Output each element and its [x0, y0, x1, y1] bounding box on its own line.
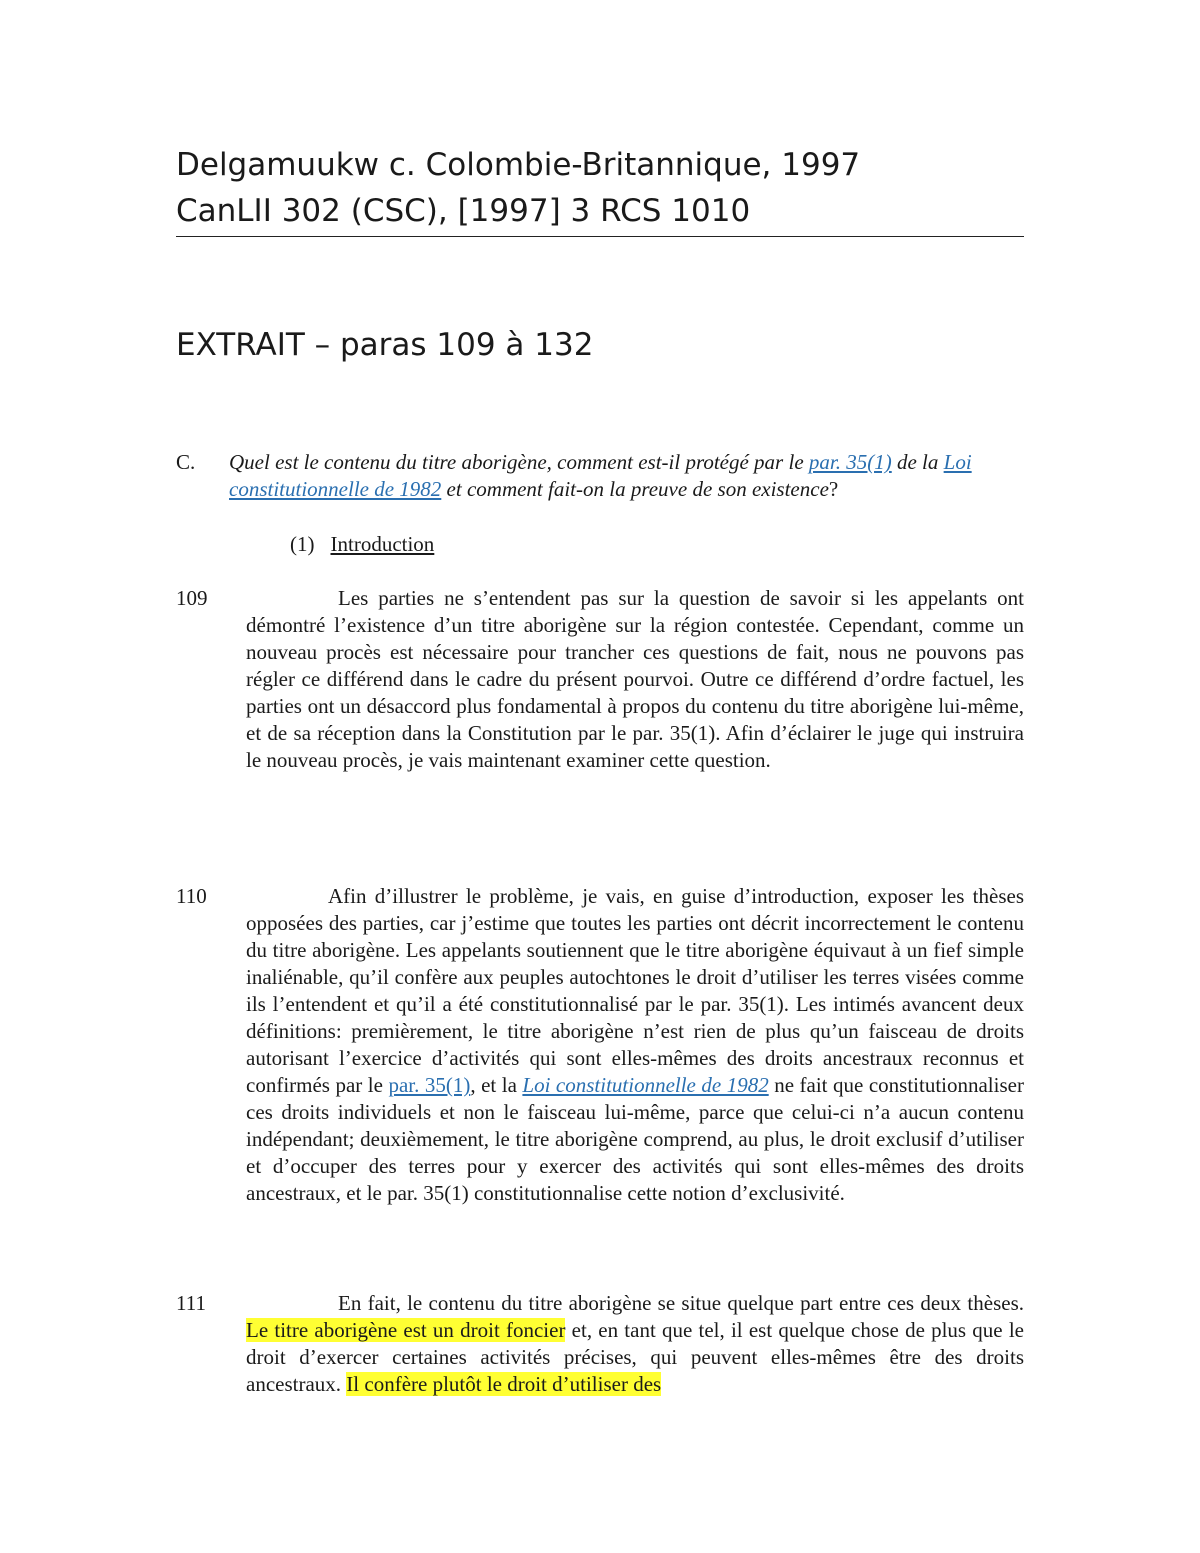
document-title	[176, 142, 1024, 237]
paragraph-text-1: Afin d’illustrer le problème, je vais, en guise d’introduction, exposer les thèses opposées des parties, car j’estime que toutes les parties ont décrit incorrectement le contenu du titre aborigène. Les appelants soutiennent que le titre aborigène équivaut à un fief simple inaliénable, qu’il confère aux peuples autochtones le droit d’utiliser les terres visées comme ils l’entendent et qu’il a été constitutionnalisé par le par. 35(1). Les intimés avancent deux définitions: premièrement, le titre aborigène n’est rien de plus qu’un faisceau de droits autorisant l’exercice d’activités qui sont elles-mêmes des droits ancestraux reconnus et confirmés par le	[246, 884, 1024, 1097]
par-35-1-link[interactable]: par. 35(1)	[388, 1073, 471, 1097]
par-35-1-link[interactable]: par. 35(1)	[808, 450, 892, 474]
title-line-1: Delgamuukw c. Colombie-Britannique, 1997	[176, 147, 861, 183]
section-c-heading	[176, 449, 1024, 503]
highlighted-text-2: Il confère plutôt le droit d’utiliser des	[346, 1372, 662, 1396]
paragraph-number: 109	[176, 586, 208, 610]
paragraph-body	[246, 1290, 1024, 1398]
highlighted-text-1: Le titre aborigène est un droit foncier	[246, 1318, 566, 1342]
paragraph-body	[246, 585, 1024, 774]
paragraph-body	[246, 883, 1024, 1207]
paragraph-110	[176, 883, 1024, 1207]
paragraph-number: 111	[176, 1291, 206, 1315]
paragraph-text-2: et, en tant que tel, il est quelque chose de plus que le droit d’exercer certaines activités précises, qui peuvent elles-mêmes être des droits ancestraux.	[246, 1318, 1024, 1396]
question-text-1: Quel est le contenu du titre aborigène, comment est-il protégé par le	[229, 450, 809, 474]
intro-label: Introduction	[330, 532, 435, 556]
paragraph-text-1: En fait, le contenu du titre aborigène se situe quelque part entre ces deux thèses.	[338, 1291, 1024, 1315]
section-letter: C.	[176, 450, 196, 474]
loi-constitutionnelle-link[interactable]: Loi constitutionnelle de 1982	[229, 450, 972, 501]
paragraph-109	[176, 585, 1024, 774]
paragraph-number: 110	[176, 884, 207, 908]
paragraph-text-3: ne fait que constitutionnaliser ces droits individuels et non le faisceau lui-même, parce que celui-ci n’a aucun contenu indépendant; deuxièmement, le titre aborigène comprend, au plus, le droit exclusif d’utiliser et d’occuper des terres pour y exercer des activités qui sont elles-mêmes des droits ancestraux, et le par. 35(1) constitutionnalise cette notion d’exclusivité.	[246, 1073, 1024, 1205]
title-line-2: CanLII 302 (CSC), [1997] 3 RCS 1010	[176, 193, 751, 229]
intro-heading	[290, 531, 434, 558]
question-text-3: et comment fait-on la preuve de son existence	[441, 477, 829, 501]
intro-number: (1)	[290, 532, 315, 556]
loi-constitutionnelle-link[interactable]: Loi constitutionnelle de 1982	[522, 1073, 769, 1097]
paragraph-text-2: , et la	[470, 1073, 523, 1097]
section-question	[229, 449, 1024, 503]
paragraph-text: Les parties ne s’entendent pas sur la question de savoir si les appelants ont démontré l’existence d’un titre aborigène sur la région contestée. Cependant, comme un nouveau procès est nécessaire pour trancher ces questions de fait, nous ne pouvons pas régler ce différend dans le cadre du présent pourvoi. Outre ce différend d’ordre factuel, les parties ont un désaccord plus fondamental à propos du contenu du titre aborigène lui-même, et de sa réception dans la Constitution par le par. 35(1). Afin d’éclairer le juge qui instruira le nouveau procès, je vais maintenant examiner cette question.	[246, 586, 1024, 772]
question-text-2: de la	[891, 450, 944, 474]
question-mark: ?	[828, 477, 839, 501]
paragraph-111	[176, 1290, 1024, 1398]
document-subtitle: EXTRAIT – paras 109 à 132	[176, 327, 594, 363]
